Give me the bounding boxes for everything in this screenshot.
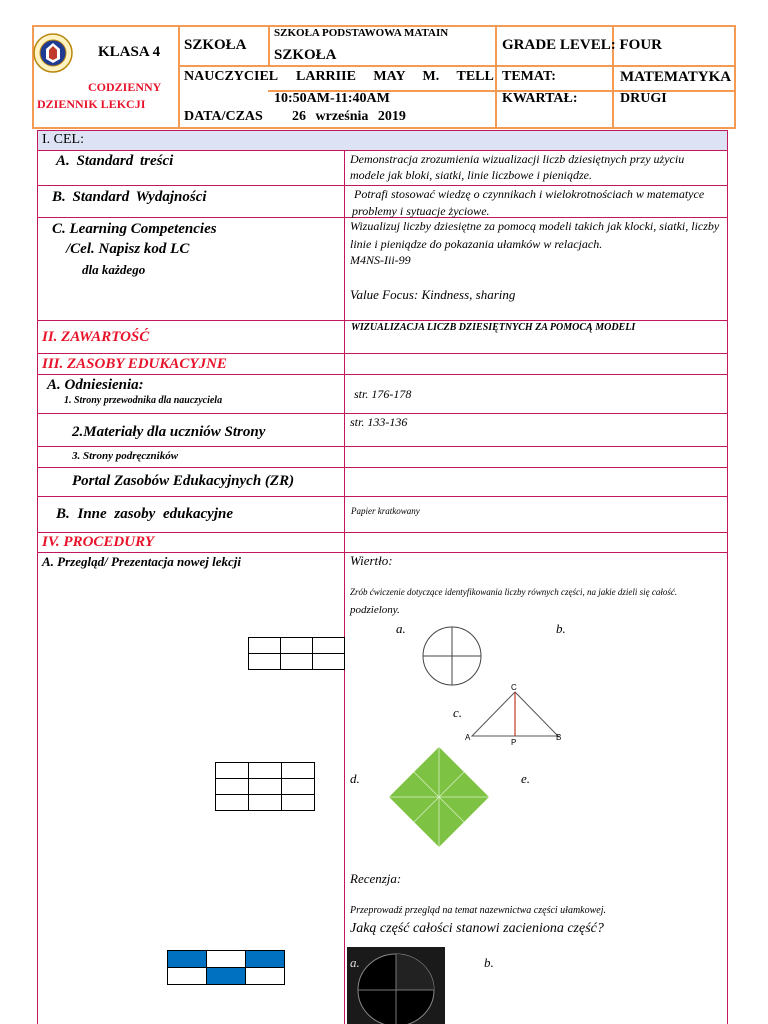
teacher-name: LARRIIE MAY M. TELL (296, 69, 494, 84)
date-value: 26 września 2019 (292, 109, 406, 124)
inne-value: Papier kratkowany (351, 506, 420, 516)
grade-level: GRADE LEVEL: FOUR (502, 37, 663, 53)
subject-value: MATEMATYKA (620, 69, 732, 85)
przeglad-text: Przeprowadź przegląd na temat nazewnictwa części ułamkowej. (350, 905, 606, 916)
row-line-4 (37, 320, 728, 321)
triangle-vertex-p: P (511, 738, 517, 747)
pytanie-text: Jaką część całości stanowi zacieniona część? (350, 921, 604, 936)
triangle-vertex-c: C (511, 683, 517, 692)
cwiczenie-text-2: podzielony. (350, 604, 400, 616)
deped-logo (33, 33, 73, 73)
przeglad-label: A. Przegląd/ Prezentacja nowej lekcji (42, 554, 241, 569)
header-border-mid (178, 65, 736, 67)
inne-label: B. Inne zasoby edukacyjne (56, 506, 233, 522)
row-line-7 (37, 413, 728, 414)
a-standard-text-1: Demonstracja zrozumienia wizualizacji liczb dziesiętnych przy użyciu (350, 152, 685, 166)
fig-label-a: a. (396, 621, 406, 636)
grid-shaded-bottom (167, 950, 285, 985)
strony-przewodnika-value: str. 176-178 (354, 387, 412, 401)
zawartosc-label: II. ZAWARTOŚĆ (42, 329, 150, 345)
klasa-label: KLASA 4 (98, 44, 161, 60)
wiertlo-label: Wiertło: (350, 553, 393, 568)
grid-3x2-top (248, 637, 345, 670)
szkola-name-2: SZKOŁA (274, 47, 337, 63)
kwartal-label: KWARTAŁ: (502, 91, 578, 106)
zawartosc-text: WIZUALIZACJA LICZB DZIESIĘTNYCH ZA POMOCĄ MODELI (351, 322, 636, 333)
row-line-2 (37, 185, 728, 186)
body-border-right (727, 130, 728, 1024)
row-line-1 (37, 150, 728, 151)
cwiczenie-text-1: Zrób ćwiczenie dotyczące identyfikowania liczby równych części, na jakie dzieli się całość. (350, 587, 678, 597)
zasoby-label: III. ZASOBY EDUKACYJNE (42, 356, 227, 372)
header-border-right (734, 25, 736, 129)
c-lc-label-3: dla każdego (82, 262, 146, 277)
fig-label-b: b. (556, 621, 566, 636)
cel-row-bg (38, 131, 727, 150)
circle-quarters-figure (421, 625, 483, 687)
a-standard-label: A. Standard treści (56, 153, 174, 169)
c-lc-label-1: C. Learning Competencies (52, 221, 217, 237)
header-border-col3 (495, 25, 497, 129)
c-lc-text-3: M4NS-Iii-99 (350, 253, 411, 267)
time-value: 10:50AM-11:40AM (274, 91, 390, 106)
header-border-col1 (178, 25, 180, 129)
green-diamond-figure (387, 745, 491, 849)
triangle-vertex-a: A (465, 733, 471, 742)
fig-label-b2: b. (484, 955, 494, 970)
procedury-label: IV. PROCEDURY (42, 534, 154, 550)
header-border-col2 (268, 25, 270, 65)
row-line-6 (37, 374, 728, 375)
body-border-mid (344, 150, 345, 1024)
triangle-vertex-b: B (556, 733, 562, 742)
a-standard-text-2: modele jak bloki, siatki, linie liczbowe i pieniądze. (350, 168, 592, 182)
body-border-left (37, 130, 38, 1024)
szkola-name-1: SZKOŁA PODSTAWOWA MATAIN (274, 27, 449, 39)
c-lc-text-2: linie i pieniądze do pokazania ułamków w relacjach. (350, 237, 603, 251)
nauczyciel-label: NAUCZYCIEL (184, 69, 279, 84)
materialy-label: 2.Materiały dla uczniów Strony (72, 424, 266, 440)
portal-label: Portal Zasobów Edukacyjnych (ZR) (72, 473, 295, 489)
dark-circle-figure (356, 950, 436, 1024)
row-line-8 (37, 446, 728, 447)
data-czas-label: DATA/CZAS (184, 109, 263, 124)
c-lc-label-2: /Cel. Napisz kod LC (66, 241, 190, 257)
fig-label-a2: a. (350, 955, 360, 970)
odniesienia-label: A. Odniesienia: (47, 377, 144, 393)
row-line-0 (37, 130, 728, 131)
recenzja-label: Recenzja: (350, 871, 402, 886)
grid-3x3-mid (215, 762, 315, 811)
codzienny-label: CODZIENNY (88, 80, 162, 94)
fig-label-c: c. (453, 705, 463, 720)
b-standard-label: B. Standard Wydajności (52, 189, 207, 205)
fig-label-e: e. (521, 771, 531, 786)
szkola-label: SZKOŁA (184, 37, 247, 53)
materialy-value: str. 133-136 (350, 415, 408, 429)
kwartal-value: DRUGI (620, 91, 667, 106)
row-line-5 (37, 353, 728, 354)
c-lc-text-4: Value Focus: Kindness, sharing (350, 287, 516, 302)
strony-przewodnika: 1. Strony przewodnika dla nauczyciela (64, 395, 223, 406)
podrecznik-label: 3. Strony podręczników (72, 450, 179, 462)
row-line-11 (37, 532, 728, 533)
row-line-10 (37, 496, 728, 497)
cel-heading: I. CEL: (42, 132, 84, 147)
header-border-bottom (32, 127, 736, 129)
fig-label-d: d. (350, 771, 360, 786)
b-standard-text-1: Potrafi stosować wiedzę o czynnikach i wielokrotnościach w matematyce (354, 187, 705, 201)
row-line-9 (37, 467, 728, 468)
temat-label: TEMAT: (502, 69, 556, 84)
c-lc-text-1: Wizualizuj liczby dziesiętne za pomocą modeli takich jak klocki, siatki, liczby (350, 219, 720, 233)
b-standard-text-2: problemy i sytuacje życiowe. (352, 204, 490, 218)
dziennik-label: DZIENNIK LEKCJI (37, 97, 146, 111)
